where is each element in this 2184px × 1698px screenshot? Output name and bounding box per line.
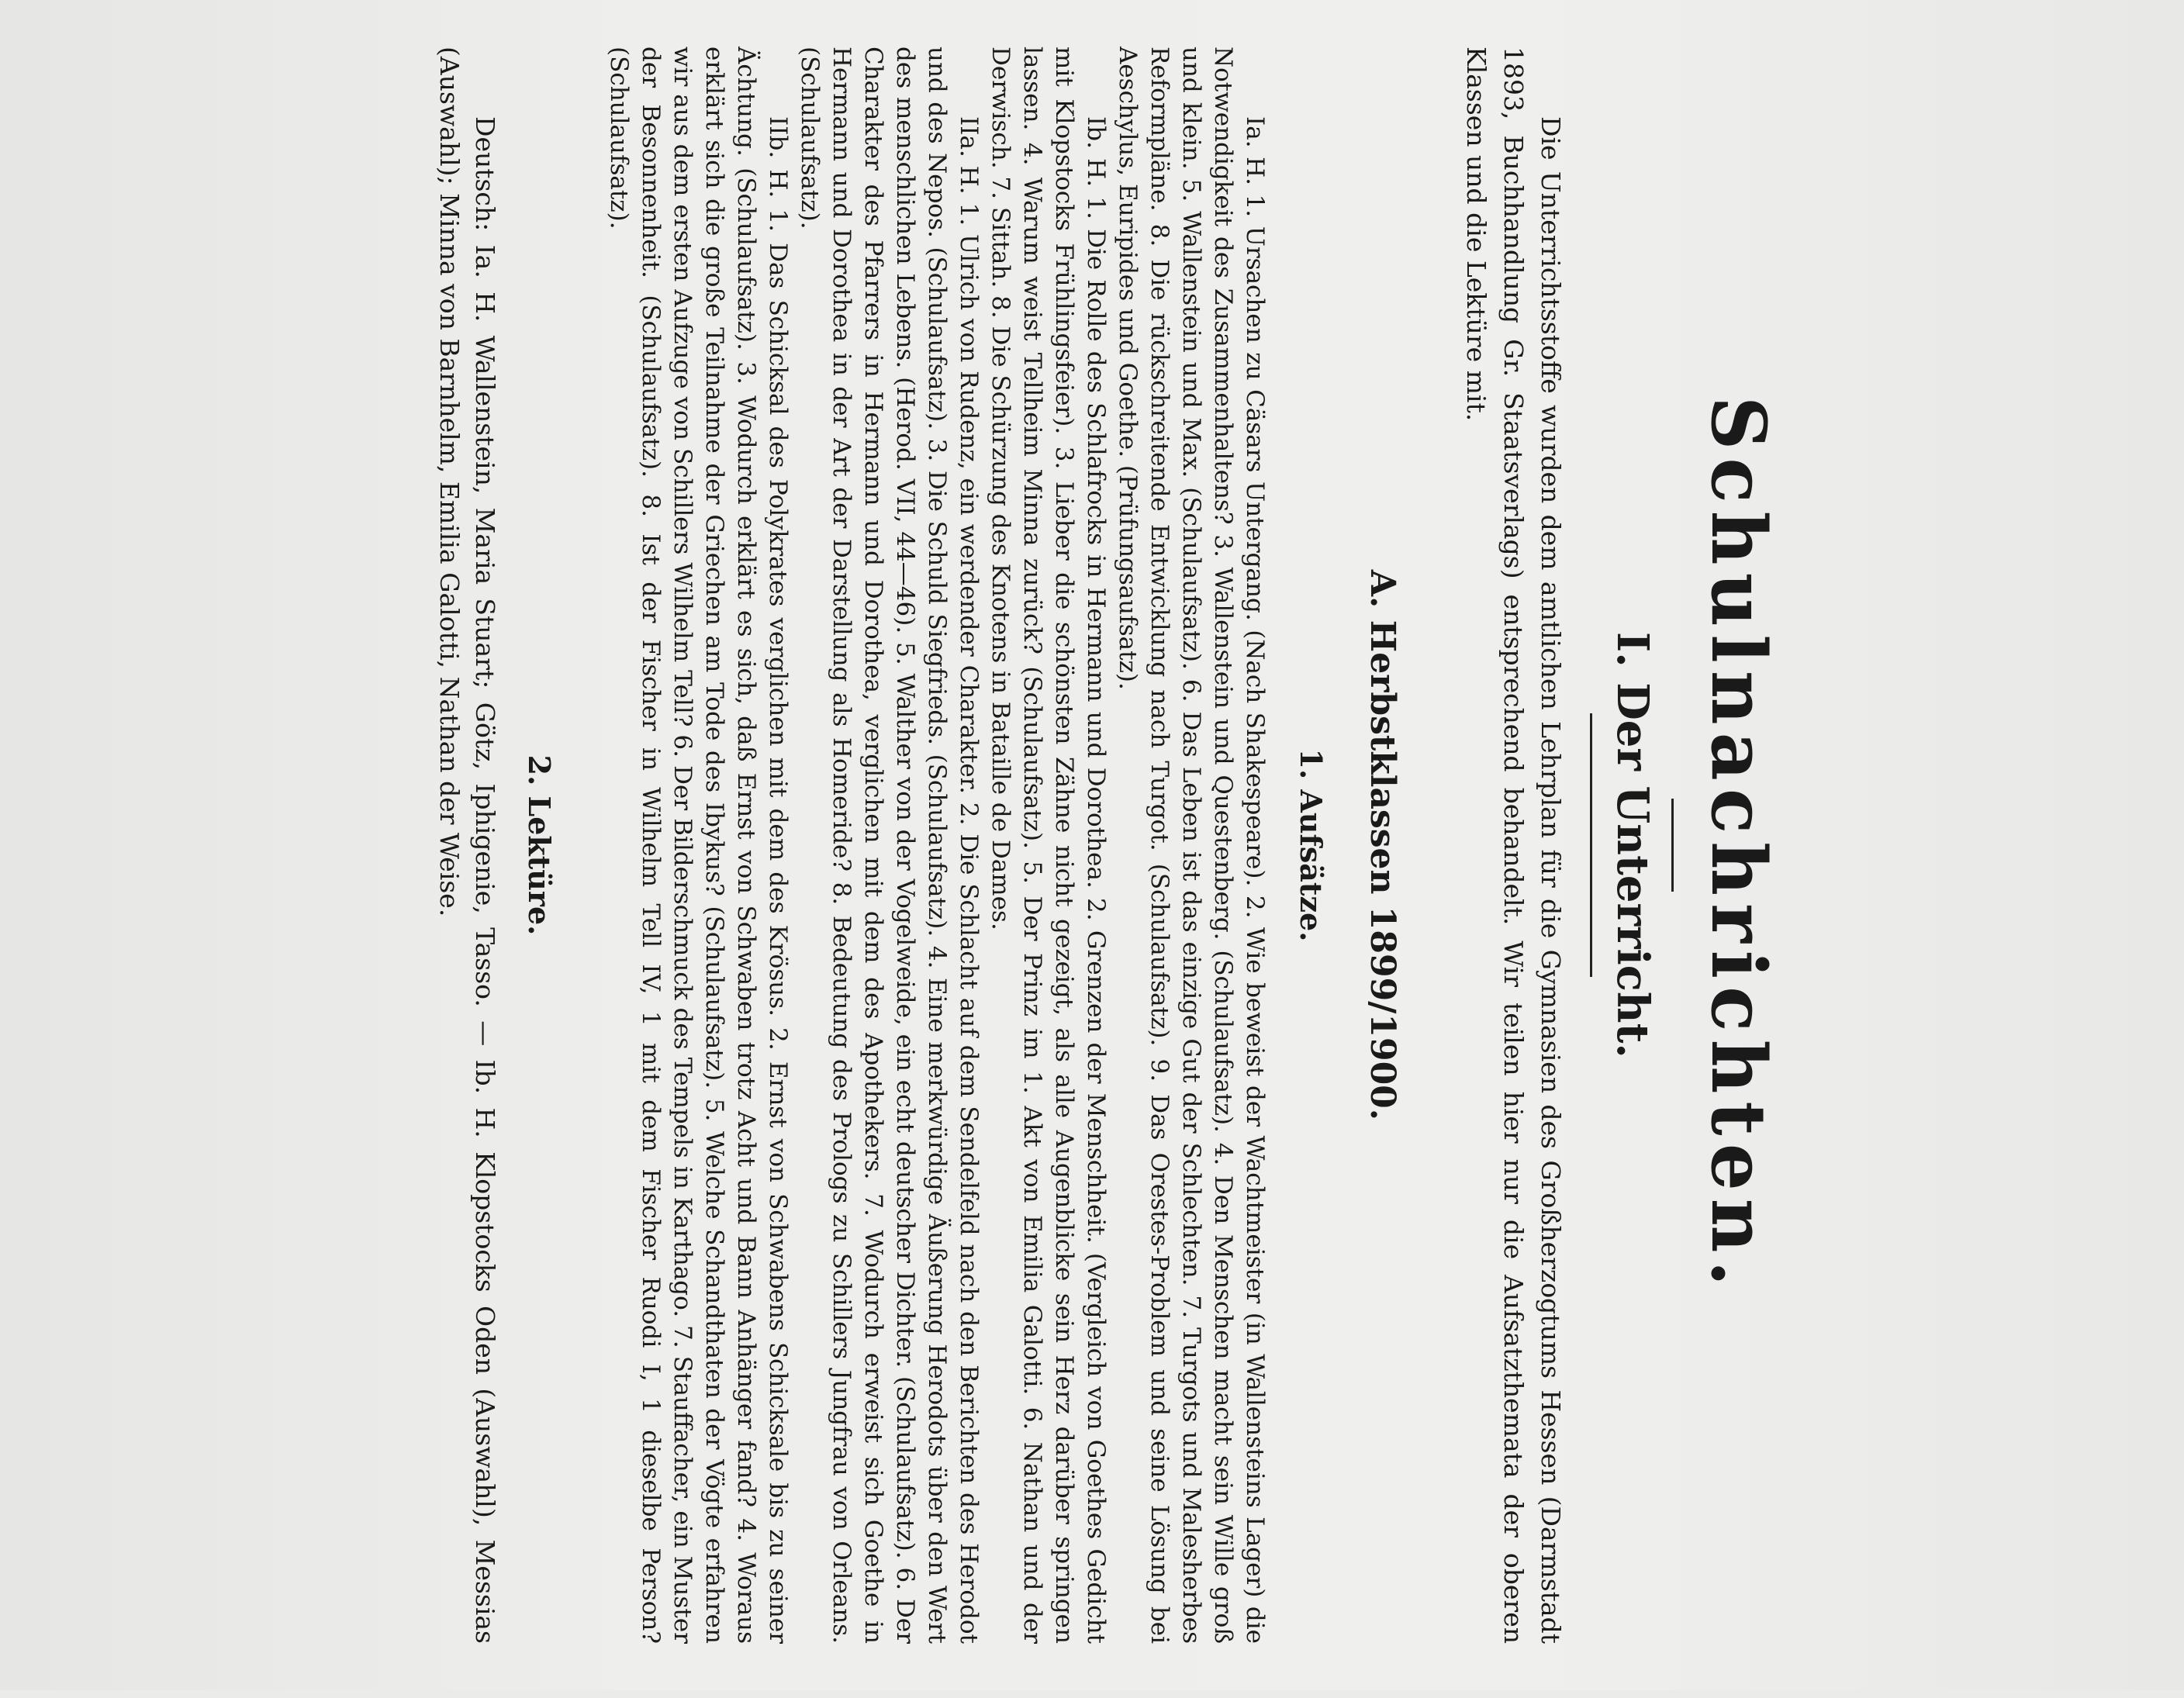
rotated-page — [402, 0, 1782, 1698]
subsection-heading: A. Herbstklassen 1899/1900. — [1363, 569, 1402, 1121]
reading-paragraph: Deutsch: Ia. H. Wallenstein, Maria Stuart; Götz, Iphigenie, Tasso. — Ib. H. Klopstocks Oden (Auswahl), Messias (Auswahl); Minna von Barnhelm, Emilia Galotti, Nathan der Weise. — [434, 47, 500, 1644]
section-divider — [1590, 713, 1592, 977]
title-divider — [1671, 799, 1674, 892]
reading-heading: 2. Lektüre. — [522, 754, 557, 936]
essay-paragraph-iia: IIa. H. 1. Ulrich von Rudenz, ein werdender Charakter. 2. Die Schlacht auf dem Sendelfeld nach den Berichten des Herodot und des Nepos. (Schulaufsatz). 3. Die Schuld Siegfrieds. (Schulaufsatz). 4. Eine merkwürdige Äußerung Herodots über den Wert des menschlichen Lebens. (Herod. VII, 44—46). 5. Walther von der Vogelweide, ein echt deutscher Dichter. (Schulaufsatz). 6. Der Charakter des Pfarrers in Hermann und Dorothea, verglichen mit dem des Apothekers. 7. Wodurch erweist sich Goethe in Hermann und Dorothea in der Art der Darstellung als Homeride? 8. Bedeutung des Prologs zu Schillers Jungfrau von Orleans. (Schulaufsatz). — [796, 47, 983, 1644]
essays-heading: 1. Aufsätze. — [1294, 748, 1329, 942]
page-title: Schulnachrichten. — [1695, 395, 1782, 1295]
essay-paragraph-iib: IIb. H. 1. Das Schicksal des Polykrates verglichen mit dem des Krösus. 2. Ernst von Schwabens Schicksale bis zu seiner Ächtung. (Schulaufsatz). 3. Wodurch erklärt es sich, daß Ernst von Schwaben trotz Acht und Bann Anhänger fand? 4. Woraus erklärt sich die große Teilnahme der Griechen am Tode des Ibykus? (Schulaufsatz). 5. Welche Schandthaten der Vögte erfahren wir aus dem ersten Aufzuge von Schillers Wilhelm Tell? 6. Der Bilderschmuck des Tempels in Karthago. 7. Stauffacher, ein Muster der Besonnenheit. (Schulaufsatz). 8. Ist der Fischer in Wilhelm Tell IV, 1 mit dem Fischer Ruodi I, 1 dieselbe Person? (Schulaufsatz). — [605, 47, 792, 1644]
section-heading: I. Der Unterricht. — [1607, 632, 1658, 1058]
intro-paragraph: Die Unterrichtsstoffe wurden dem amtlichen Lehrplan für die Gymnasien des Großherzogtums Hessen (Darmstadt 1893, Buchhandlung Gr. Staatsverlags) entsprechend behandelt. Wir teilen hier nur die Aufsatzthemata der oberen Klassen und die Lektüre mit. — [1461, 47, 1566, 1644]
essay-paragraph-ia: Ia. H. 1. Ursachen zu Cäsars Untergang. (Nach Shakespeare). 2. Wie beweist der Wachtmeister (in Wallensteins Lager) die Notwendigkeit des Zusammenhaltens? 3. Wallenstein und Questenberg. (Schulaufsatz). 4. Den Menschen macht sein Wille groß und klein. 5. Wallenstein und Max. (Schulaufsatz). 6. Das Leben ist das einzige Gut der Schlechten. 7. Turgots und Malesherbes Reformpläne. 8. Die rückschreitende Entwicklung nach Turgot. (Schulaufsatz). 9. Das Orestes-Problem und seine Lösung bei Aeschylus, Euripides und Goethe. (Prüfungsaufsatz). — [1114, 47, 1269, 1644]
essay-list — [603, 47, 1270, 1644]
essay-paragraph-ib: Ib. H. 1. Die Rolle des Schlafrocks in Hermann und Dorothea. 2. Grenzen der Menschheit. (Vergleich von Goethes Gedicht mit Klopstocks Frühlingsfeier). 3. Lieber die schönsten Zähne nicht gezeigt, als alle Augenblicke sein Herz darüber springen lassen. 4. Warum weist Tellheim Minna zurück? (Schulaufsatz). 5. Der Prinz im 1. Akt von Emilia Galotti. 6. Nathan und der Derwisch. 7. Sittah. 8. Die Schürzung des Knotens in Bataille de Dames. — [987, 47, 1110, 1644]
